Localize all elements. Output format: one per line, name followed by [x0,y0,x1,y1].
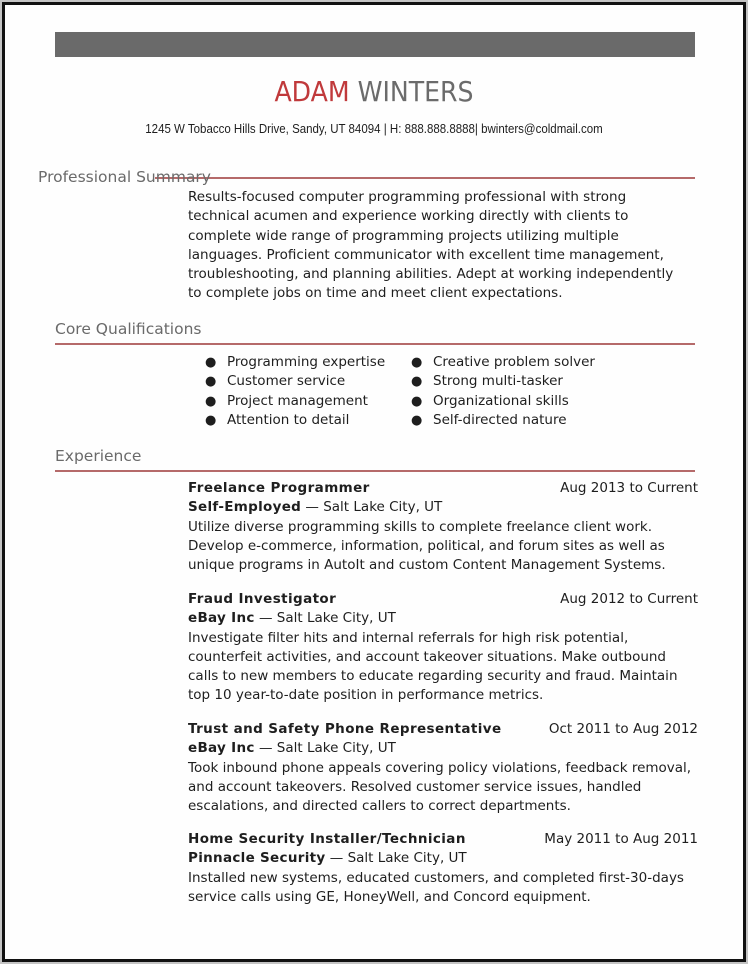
summary-line: languages. Proficient communicator with excellent time management, [188,246,664,263]
job-title: Trust and Safety Phone Representative [188,721,502,737]
job-description-line: top 10 year-to-date position in performance metrics. [188,687,544,704]
qualification-item: ● Self-directed nature [411,411,595,430]
qualifications-rule [55,343,695,345]
candidate-name [5,75,743,108]
job-entry: Fraud Investigator Aug 2012 to Current eBay Inc — Salt Lake City, UT Investigate filter hits and internal referrals for high risk potential, counterfeit activities, and account takeover situations. Make outbound calls to new members to educate regarding security and fraud. Maintain top 10 year-to-date position in performance metrics. [188,590,698,706]
document-frame [2,2,746,962]
summary-line: complete wide range of programming projects utilizing multiple [188,227,619,244]
job-dates: May 2011 to Aug 2011 [544,831,698,847]
qualification-item: ● Customer service [205,372,385,391]
qualifications-left-list [205,353,385,430]
summary-line: Results-focused computer programming professional with strong [188,189,627,205]
job-description-line: unique programs in AutoIt and custom Content Management Systems. [188,557,666,574]
bullet-icon: ● [411,355,423,370]
job-title: Home Security Installer/Technician [188,831,466,847]
job-description-line: counterfeit activities, and account takeover situations. Make outbound [188,648,667,665]
resume-page [5,5,743,959]
company-name: eBay Inc [188,610,255,627]
job-dates: Aug 2013 to Current [560,480,698,496]
bullet-icon: ● [205,374,217,390]
job-location: Salt Lake City, UT [323,499,443,516]
job-description-line: calls to new members to educate regarding security and fraud. Maintain [188,668,678,685]
job-description-line: escalations, and directed callers to correct departments. [188,798,571,815]
job-description-line: Took inbound phone appeals covering policy violations, feedback removal, [188,759,692,776]
company-name: eBay Inc [188,740,255,757]
qualification-item: ● Project management [205,392,385,411]
first-name: ADAM [274,75,350,108]
summary-line: troubleshooting, and planning abilities. Adept at working independently [188,266,674,283]
contact-line: 1245 W Tobacco Hills Drive, Sandy, UT 84094 | H: 888.888.8888| bwinters@coldmail.com [145,122,603,136]
company-name: Pinnacle Security [188,850,326,867]
job-title: Freelance Programmer [188,480,370,496]
summary-rule [155,177,695,179]
job-location: Salt Lake City, UT [276,740,396,757]
last-name: WINTERS [357,75,474,108]
header-bar [55,32,695,57]
bullet-icon: ● [411,412,423,428]
job-description-line: Utilize diverse programming skills to complete freelance client work. [188,518,653,535]
job-title: Fraud Investigator [188,591,337,607]
job-description-line: and account takeovers. Resolved customer service issues, handled [188,778,642,795]
summary-line: to complete jobs on time and meet client expectations. [188,285,563,302]
qualification-item: ● Attention to detail [205,411,385,430]
job-dates: Aug 2012 to Current [560,591,698,607]
job-entry: Freelance Programmer Aug 2013 to Current Self-Employed — Salt Lake City, UT Utilize diverse programming skills to complete freelance client work. Develop e-commerce, information, political, and forum sites as well as unique programs in AutoIt and custom Content Management Systems. [188,479,698,575]
qualification-item: ● Creative problem solver [411,353,595,372]
job-location: Salt Lake City, UT [276,610,396,627]
qualifications-heading: Core Qualifications [55,320,202,338]
bullet-icon: ● [205,393,217,409]
bullet-icon: ● [205,412,217,428]
summary-line: technical acumen and experience working directly with clients to [188,208,629,225]
job-entry: Home Security Installer/Technician May 2011 to Aug 2011 Pinnacle Security — Salt Lake City, UT Installed new systems, educated customers, and completed first-30-days service calls using GE, HoneyWell, and Concord equipment. [188,830,698,907]
job-location: Salt Lake City, UT [347,850,467,867]
job-dates: Oct 2011 to Aug 2012 [548,721,698,737]
qualification-item: ● Organizational skills [411,392,595,411]
job-description-line: Investigate filter hits and internal referrals for high risk potential, [188,629,629,646]
qualification-item: ● Strong multi-tasker [411,372,595,391]
job-description-line: service calls using GE, HoneyWell, and Concord equipment. [188,888,591,905]
bullet-icon: ● [411,374,423,390]
job-description-line: Installed new systems, educated customers, and completed first-30-days [188,869,684,886]
job-description-line: Develop e-commerce, information, political, and forum sites as well as [188,537,665,554]
summary-heading: Professional Summary [38,168,211,186]
qualification-item: ● Programming expertise [205,353,385,372]
bullet-icon: ● [411,393,423,409]
experience-heading: Experience [55,447,142,465]
experience-rule [55,470,695,472]
job-entry: Trust and Safety Phone Representative Oct 2011 to Aug 2012 eBay Inc — Salt Lake City, UT Took inbound phone appeals covering policy violations, feedback removal, and account takeovers. Resolved customer service issues, handled escalations, and directed callers to correct departments. [188,720,698,816]
qualifications-right-list [411,353,595,430]
bullet-icon: ● [205,355,217,370]
company-name: Self-Employed [188,499,302,516]
summary-text [188,188,673,304]
